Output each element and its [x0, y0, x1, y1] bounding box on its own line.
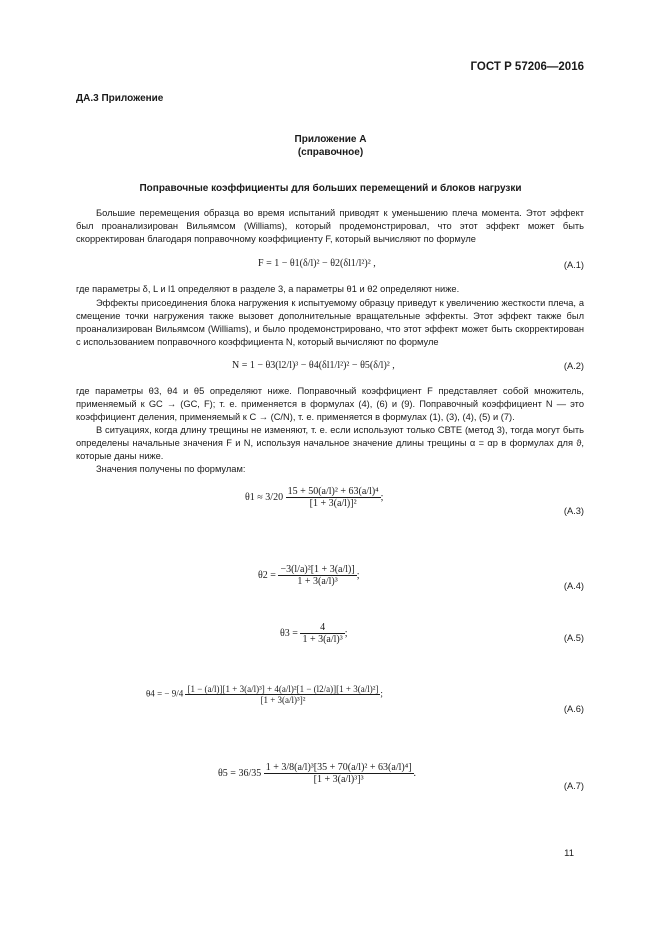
equation-a3-fraction [286, 486, 381, 509]
paragraph-5: В ситуациях, когда длину трещины не изменяют, т. е. если используют только СВТЕ (метод 3), тогда могут быть определены начальные значения F и N, используя начальное значение длины трещины α = αр в формулах для ϑ, которые даны ниже. [76, 425, 584, 461]
equation-a5-fraction [300, 622, 344, 645]
paragraph-4: где параметры θ3, θ4 и θ5 определяют ниже. Поправочный коэффициент F представляет собой множитель, применяемый к GC → (GC, F); т. е. применяется в формулах (4), (6) и (9). Поправочный коэффициент N — это коэффициент деления, применяемый к С → (С/N), т. е. применяется в формулах (1), (3), (4), (5) и (7). [76, 386, 584, 422]
equation-a3-denominator: [1 + 3(a/l)]² [286, 497, 381, 509]
equation-a4-numerator: −3(l/a)²[1 + 3(a/l)] [280, 564, 355, 575]
equation-a5-lhs: θ3 [280, 627, 290, 639]
equation-a6-denominator: [1 + 3(a/l)³]² [185, 694, 380, 705]
equation-a7-numerator: 1 + 3/8(a/l)³[35 + 70(a/l)² + 63(a/l)⁴] [265, 762, 412, 773]
equation-a6-tail: ; [380, 688, 383, 699]
section-title: ДА.3 Приложение [76, 93, 164, 104]
equation-a1-lhs: F [258, 258, 264, 269]
equation-a3-lhs: θ1 [245, 491, 255, 503]
standard-number: ГОСТ Р 57206—2016 [470, 61, 584, 73]
page-number: 11 [564, 848, 574, 859]
equation-a7-label: (A.7) [563, 781, 584, 791]
equation-a2-lhs: N [232, 360, 240, 371]
annex-heading [0, 133, 661, 159]
equation-a5-label: (A.5) [563, 633, 584, 643]
equation-a1 [258, 258, 376, 269]
paragraph-6: Значения получены по формулам: [96, 464, 246, 474]
equation-a5: θ3 = $\frac{4}{\text{1 + 3(a/l)³}}$ ; [280, 622, 348, 645]
equation-a4-tail: ; [356, 569, 360, 581]
equation-a4: θ2 = $\frac{\text{−3(l/a)²[1 + 3(a/l)]}}{\text{1 + 3(a/l)³}}$ ; [258, 564, 360, 587]
equation-a1-body: = 1 − θ1(δ/l)² − θ2(δl1/l²)² , [266, 258, 376, 269]
equation-a5-numerator: 4 [320, 622, 326, 633]
annex-type: (справочное) [297, 147, 364, 158]
equation-a4-label: (A.4) [563, 581, 584, 591]
equation-a2-body: = 1 − θ3(l2/l)³ − θ4(δl1/l²)² − θ5(δ/l)² , [241, 360, 395, 371]
equation-a7-coef: 36/35 [238, 767, 262, 779]
annex-name: Приложение А [294, 134, 367, 145]
equation-a7-denominator: [1 + 3(a/l)³]³ [264, 773, 414, 785]
document-title: Поправочные коэффициенты для больших перемещений и блоков нагрузки [139, 183, 522, 194]
equation-a7-lhs: θ5 [218, 767, 228, 779]
equation-a4-fraction [278, 564, 356, 587]
equation-a5-denominator: 1 + 3(a/l)³ [302, 634, 343, 645]
paragraph-2: где параметры δ, L и l1 определяют в разделе 3, а параметры θ1 и θ2 определяют ниже. [76, 284, 460, 294]
equation-a3: θ1 ≈ 3/20 $\frac{\text{15 + 50(a/l)² + 63(a/l)⁴}}{\text{[1 + 3(a/l)]²}}$ ; [245, 486, 384, 509]
equation-a6-label: (A.6) [563, 704, 584, 714]
paragraph-1: Большие перемещения образца во время испытаний приводят к уменьшению плеча момента. Этот эффект был проанализирован Вильямсом (Williams), который продемонстрировал, что этот эффект может быть скорректирован благодаря поправочному коэффициенту F, который вычисляют по формуле [76, 208, 584, 244]
equation-a7-tail: . [413, 767, 417, 779]
equation-a2 [232, 360, 395, 371]
equation-a3-numerator: 15 + 50(a/l)² + 63(a/l)⁴ [287, 486, 379, 497]
equation-a6-fraction [185, 684, 380, 705]
paragraph-3: Эффекты присоединения блока нагружения к испытуемому образцу приведут к увеличению жесткости плеча, а смещение точки нагружения также вызовет дополнительные вращательные эффекты. Этот эффект также был проанализирован Вильямсом (Williams), и было продемонстрировано, что этот эффект может быть скорректирован с использованием поправочного коэффициента N, который вычисляют по формуле [76, 298, 584, 347]
equation-a6: θ4 = − 9/4 $\frac{\text{[1 − (a/l)][1 + 3(a/l)³] + 4(a/l)²[1 − (l2/a)][1 + 3(a/l)²]}}{\text{[1 + 3(a/l)³]²}}$ ; [146, 684, 383, 705]
equation-a3-label: (A.3) [563, 506, 584, 516]
equation-a7: θ5 = 36/35 $\frac{\text{1 + 3/8(a/l)³[35 + 70(a/l)² + 63(a/l)⁴]}}{\text{[1 + 3(a/l)³]³}}$ . [218, 762, 417, 785]
equation-a4-lhs: θ2 [258, 569, 268, 581]
equation-a4-denominator: 1 + 3(a/l)³ [278, 575, 356, 587]
equation-a2-label: (A.2) [563, 361, 584, 371]
equation-a7-fraction [264, 762, 414, 785]
equation-a6-numerator: [1 − (a/l)][1 + 3(a/l)³] + 4(a/l)²[1 − (l2/a)][1 + 3(a/l)²] [187, 684, 379, 694]
equation-a6-lhs: θ4 [146, 688, 155, 699]
equation-a3-tail: ; [380, 491, 384, 503]
equation-a5-tail: ; [344, 627, 348, 639]
equation-a6-coef: 9/4 [171, 688, 184, 699]
equation-a1-label: (A.1) [563, 260, 584, 270]
equation-a3-coef: 3/20 [265, 491, 284, 503]
